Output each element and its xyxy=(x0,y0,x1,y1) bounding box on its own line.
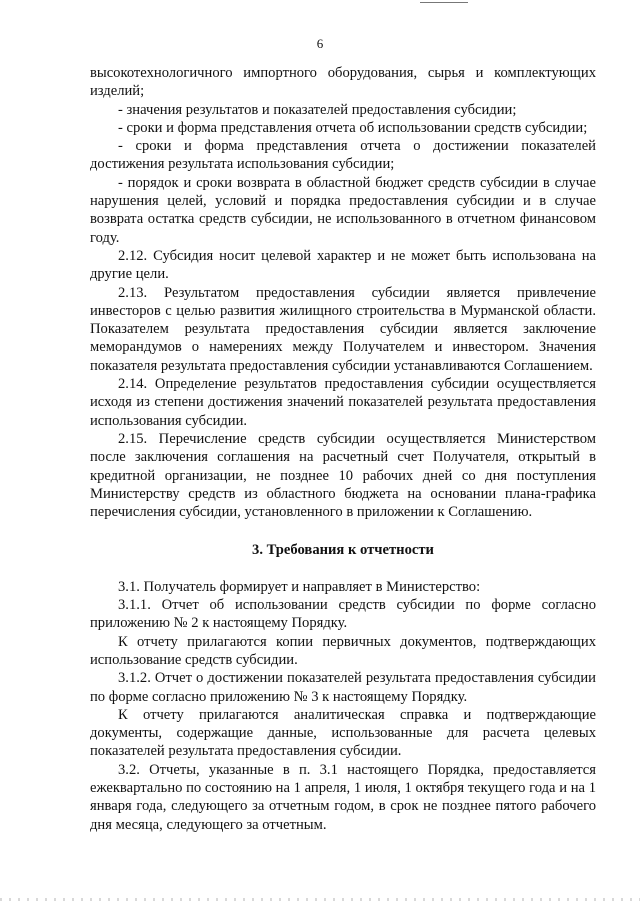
paragraph: - сроки и форма представления отчета об использовании средств субсидии; xyxy=(118,119,588,136)
top-rule xyxy=(420,2,468,3)
scan-edge-marks xyxy=(0,898,640,901)
paragraph: 3.2. Отчеты, указанные в п. 3.1 настоящего Порядка, предоставляется ежеквартально по состоянию на 1 апреля, 1 июля, 1 октября текущего года и на 1 января года, следующего за отчетным годом, в срок не позднее пятого рабочего дня месяца, следующего за отчетным. xyxy=(90,761,596,833)
section-heading: 3. Требования к отчетности xyxy=(252,542,434,559)
paragraph: - сроки и форма представления отчета о достижении показателей достижения результата использования субсидии; xyxy=(90,138,596,173)
paragraph: К отчету прилагаются аналитическая справка и подтверждающие документы, содержащие данные, использованные для расчета целевых показателей результата предоставления субсидии. xyxy=(90,706,596,760)
paragraph: 2.12. Субсидия носит целевой характер и не может быть использована на другие цели. xyxy=(90,247,596,283)
paragraph: 2.15. Перечисление средств субсидии осуществляется Министерством после заключения соглашения на расчетный счет Получателя, открытый в кредитной организации, не позднее 10 рабочих дней со дня поступления Министерству средств из областного бюджета на основании плана-графика перечисления субсидии, установленного в приложении к Соглашению. xyxy=(90,430,596,521)
paragraphs-bottom xyxy=(90,578,596,834)
paragraphs-top xyxy=(90,64,596,521)
paragraph: 2.13. Результатом предоставления субсидии является привлечение инвесторов с целью развития жилищного строительства в Мурманской области. Показателем результата предоставления субсидии является заключение меморандумов о намерениях между Получателем и инвестором. Значения показателя результата предоставления субсидии устанавливаются Соглашением. xyxy=(90,284,596,374)
page-number: 6 xyxy=(316,36,324,51)
paragraph: - значения результатов и показателей предоставления субсидии; xyxy=(118,101,517,118)
document-body xyxy=(90,64,596,834)
paragraph: 3.1.1. Отчет об использовании средств субсидии по форме согласно приложению № 2 к настоящему Порядку. xyxy=(90,597,596,632)
paragraph: 3.1. Получатель формирует и направляет в Министерство: xyxy=(118,578,481,595)
paragraph: 2.14. Определение результатов предоставления субсидии осуществляется исходя из степени достижения значений показателей результата предоставления использования субсидии. xyxy=(90,376,596,429)
paragraph: 3.1.2. Отчет о достижении показателей результата предоставления субсидии по форме согласно приложению № 3 к настоящему Порядку. xyxy=(90,670,596,705)
paragraph: - порядок и сроки возврата в областной бюджет средств субсидии в случае нарушения целей, условий и порядка предоставления субсидии и в случае возврата остатка средств субсидии, не использованного в отчетном финансовом году. xyxy=(90,174,596,246)
paragraph: К отчету прилагаются копии первичных документов, подтверждающих использование средств субсидии. xyxy=(90,633,596,668)
paragraph: высокотехнологичного импортного оборудования, сырья и комплектующих изделий; xyxy=(90,65,596,100)
